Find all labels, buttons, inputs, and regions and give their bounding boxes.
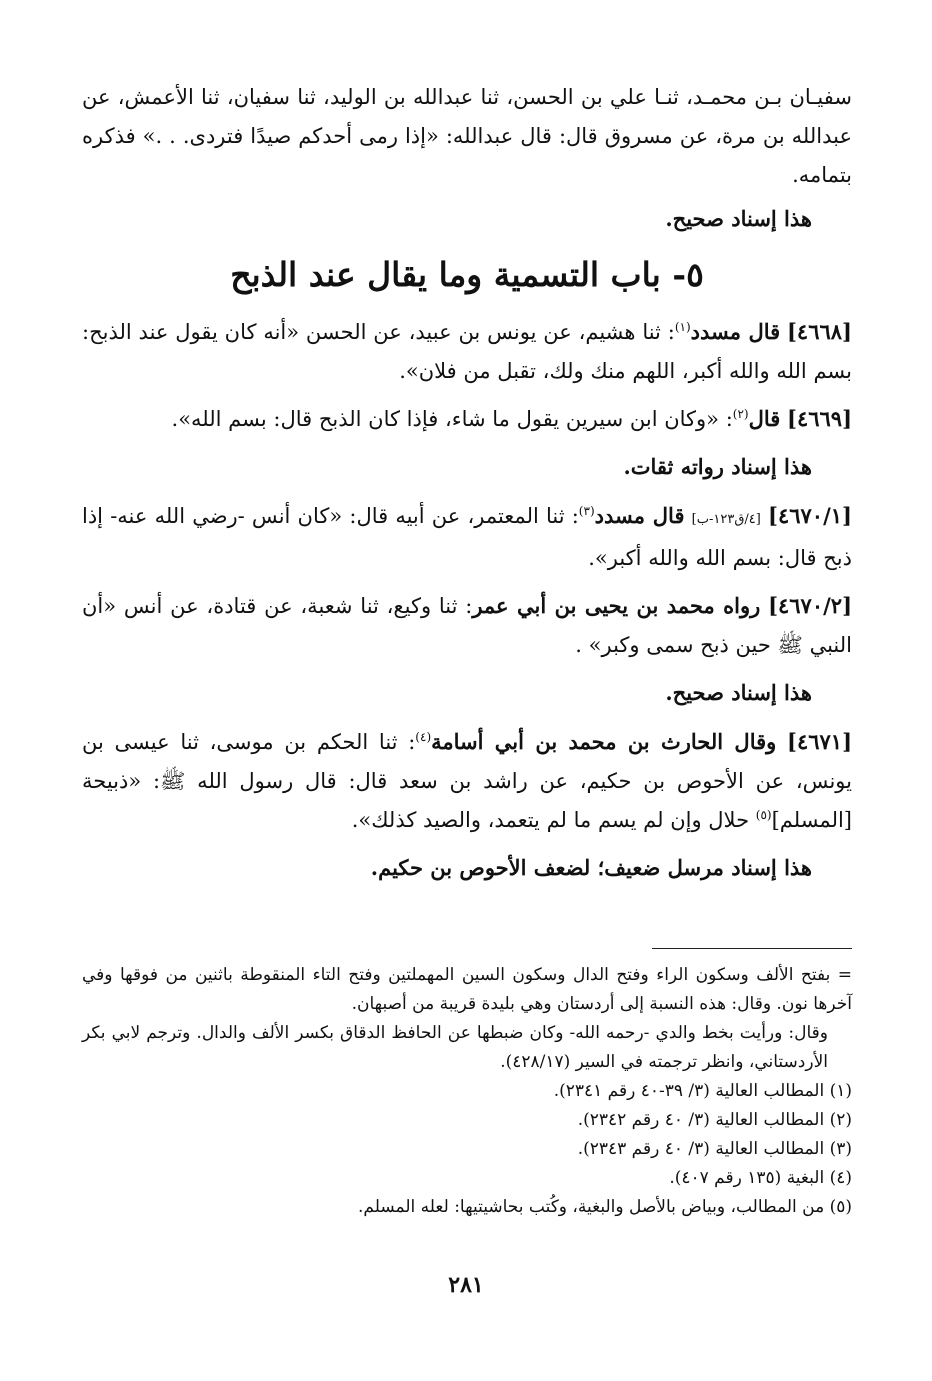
footnote-marker: (٥)	[755, 808, 772, 822]
hadith-lead: قال مسدد	[690, 319, 781, 344]
hadith-number: [٤٦٧٠/٢]	[768, 593, 853, 618]
hadith-number: [٤٦٦٨]	[786, 319, 852, 344]
hadith-4670-1	[82, 496, 852, 578]
hadith-number: [٤٦٧٠/١]	[768, 503, 852, 528]
footnote-continuation: وقال: ورأيت بخط والدي -رحمه الله- وكان ضبطها عن الحافظ الدقاق بكسر الألف والدال. وترجم لابي بكر الأردستاني، وانظر ترجمته في السير (٤٢٨/١٧).	[82, 1023, 828, 1072]
intro-paragraph: سفيـان بـن محمـد، ثنـا علي بن الحسن، ثنا عبدالله بن الوليد، ثنا سفيان، ثنا الأعمش، عن عبدالله بن مرة، عن مسروق قال: قال عبدالله: «إذا رمى أحدكم صيدًا فتردى. . .» فذكره بتمامه.	[82, 85, 852, 187]
chapter-title: ٥- باب التسمية وما يقال عند الذبح	[230, 255, 704, 294]
hadith-lead: رواه محمد بن يحيى بن أبي عمر	[472, 593, 761, 618]
hadith-lead: قال	[748, 406, 781, 431]
manuscript-ref: [٤/ق١٢٣-ب]	[691, 512, 761, 527]
hadith-4670-2	[82, 586, 852, 665]
hadith-lead: وقال الحارث بن محمد بن أبي أسامة	[431, 729, 777, 754]
page-number: ٢٨١	[448, 1272, 484, 1298]
isnad-verdict: هذا إسناد مرسل ضعيف؛ لضعف الأحوص بن حكيم.	[370, 855, 812, 880]
hadith-text: : ثنا المعتمر، عن أبيه قال: «كان أنس -رضي الله عنه- إذا ذبح قال: بسم الله والله أكبر».	[82, 504, 852, 570]
hadith-4669	[82, 399, 852, 439]
hadith-text: حلال وإن لم يسم ما لم يتعمد، والصيد كذلك».	[351, 808, 756, 832]
footnote-item: (٥) من المطالب، وبياض بالأصل والبغية، وكُتب بحاشيتيها: لعله المسلم.	[358, 1197, 852, 1217]
hadith-number: [٤٦٧١]	[787, 729, 852, 754]
hadith-number: [٤٦٦٩]	[787, 406, 852, 431]
footnotes	[82, 948, 852, 1222]
hadith-4671	[82, 722, 852, 840]
footnote-item: (٤) البغية (١٣٥ رقم ٤٠٧).	[669, 1168, 852, 1188]
isnad-verdict: هذا إسناد صحيح.	[665, 680, 812, 705]
footnote-item: (١) المطالب العالية (٣/ ٣٩-٤٠ رقم ٢٣٤١).	[553, 1081, 852, 1101]
hadith-text: : «وكان ابن سيرين يقول ما شاء، فإذا كان الذبح قال: بسم الله».	[171, 407, 733, 431]
footnote-divider	[652, 948, 852, 949]
hadith-4668	[82, 312, 852, 391]
isnad-verdict: هذا إسناد صحيح.	[665, 206, 812, 231]
hadith-text: : ثنا هشيم، عن يونس بن عبيد، عن الحسن «أنه كان يقول عند الذبح: بسم الله والله أكبر، اللهم منك ولك، تقبل من فلان».	[82, 320, 852, 383]
footnote-marker: (٤)	[415, 730, 432, 744]
hadith-text: : ثنا وكيع، ثنا شعبة، عن قتادة، عن أنس «أن النبي ﷺ حين ذبح سمى وكبر» .	[82, 594, 852, 657]
hadith-lead: قال مسدد	[594, 503, 685, 528]
footnote-item: (٣) المطالب العالية (٣/ ٤٠ رقم ٢٣٤٣).	[577, 1139, 852, 1159]
footnote-marker: (٣)	[578, 504, 595, 518]
footnote-marker: (١)	[674, 320, 691, 334]
main-text	[82, 78, 852, 897]
footnote-marker: (٢)	[732, 407, 749, 421]
footnote-item: (٢) المطالب العالية (٣/ ٤٠ رقم ٢٣٤٢).	[577, 1110, 852, 1130]
footnote-continuation: = بفتح الألف وسكون الراء وفتح الدال وسكون السين المهملتين وفتح التاء المنقوطة باثنين من فوقها وفي آخرها نون. وقال: هذه النسبة إلى أردستان وهي بليدة قريبة من أصبهان.	[82, 965, 852, 1014]
isnad-verdict: هذا إسناد رواته ثقات.	[623, 454, 812, 479]
hadith-text: : ثنا الحكم بن موسى، ثنا عيسى بن يونس، عن الأحوص بن حكيم، عن راشد بن سعد قال: قال رسول الله ﷺ: «ذبيحة [المسلم]	[82, 730, 852, 832]
